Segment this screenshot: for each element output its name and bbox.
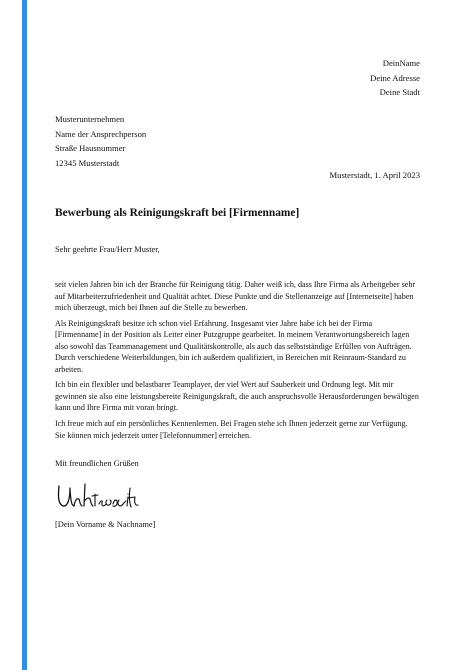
recipient-company: Musterunternehmen (55, 114, 125, 124)
accent-bar (22, 0, 27, 670)
sender-city: Deine Stadt (379, 87, 420, 97)
body-paragraph: Ich freue mich auf ein persönliches Kennenlernen. Bei Fragen stehe ich Ihnen jederzeit gerne zur Verfügung. Sie können mich jederzeit unter [Telefonnummer] erreichen. (55, 419, 408, 440)
handwritten-signature (55, 480, 147, 514)
recipient-street: Straße Hausnummer (55, 143, 126, 153)
closing-phrase: Mit freundlichen Grüßen (55, 459, 139, 468)
sender-address: Deine Adresse (370, 72, 420, 83)
recipient-zip-city: 12345 Musterstadt (55, 157, 120, 168)
body-paragraph: Ich bin ein flexibler und belastbarer Teamplayer, der viel Wert auf Sauberkeit und Ordnung legt. Mit mir gewinnen sie also eine leistungsbereite Reinigungskraft, die auch anspruchsvolle Herausforderungen bewältigen kann und Ihre Firma mit voran bringt. (55, 380, 419, 413)
recipient-contact: Name der Ansprechperson (55, 128, 147, 139)
sender-block (370, 56, 420, 100)
salutation: Sehr geehrte Frau/Herr Muster, (55, 245, 160, 254)
body-paragraph: seit vielen Jahren bin ich der Branche für Reinigung tätig. Daher weiß ich, dass Ihre Firma als Arbeitgeber sehr auf Mitarbeiterzufriedenheit und Qualität achtet. Diese Punkte und die Stellenanzeige auf [Internetseite] haben mich überzeugt, mich bei Ihnen auf die Stelle zu bewerben. (55, 280, 416, 313)
letter-date: Musterstadt, 1. April 2023 (329, 170, 420, 180)
sender-name: DeinName (382, 58, 420, 68)
letter-body (55, 279, 419, 445)
letter-subject: Bewerbung als Reinigungskraft bei [Firmenname] (55, 207, 300, 219)
letter-page (55, 0, 420, 670)
body-paragraph: Als Reinigungskraft besitze ich schon viel Erfahrung. Insgesamt vier Jahre habe ich bei der Firma [Firmenname] in der Position als Leiter einer Putzgruppe gearbeitet. In meinem Verantwortungsbereich lagen also sowohl das Teammanagement und Qualitätskontrolle, als auch das selbstständige Erfüllen von Aufträgen. Durch verschiedene Weiterbildungen, bin ich außerdem qualifiziert, in Bereichen mit Reinraum-Standard zu arbeiten. (55, 318, 412, 374)
recipient-block (55, 112, 146, 170)
signed-name: [Dein Vorname & Nachname] (55, 520, 156, 529)
